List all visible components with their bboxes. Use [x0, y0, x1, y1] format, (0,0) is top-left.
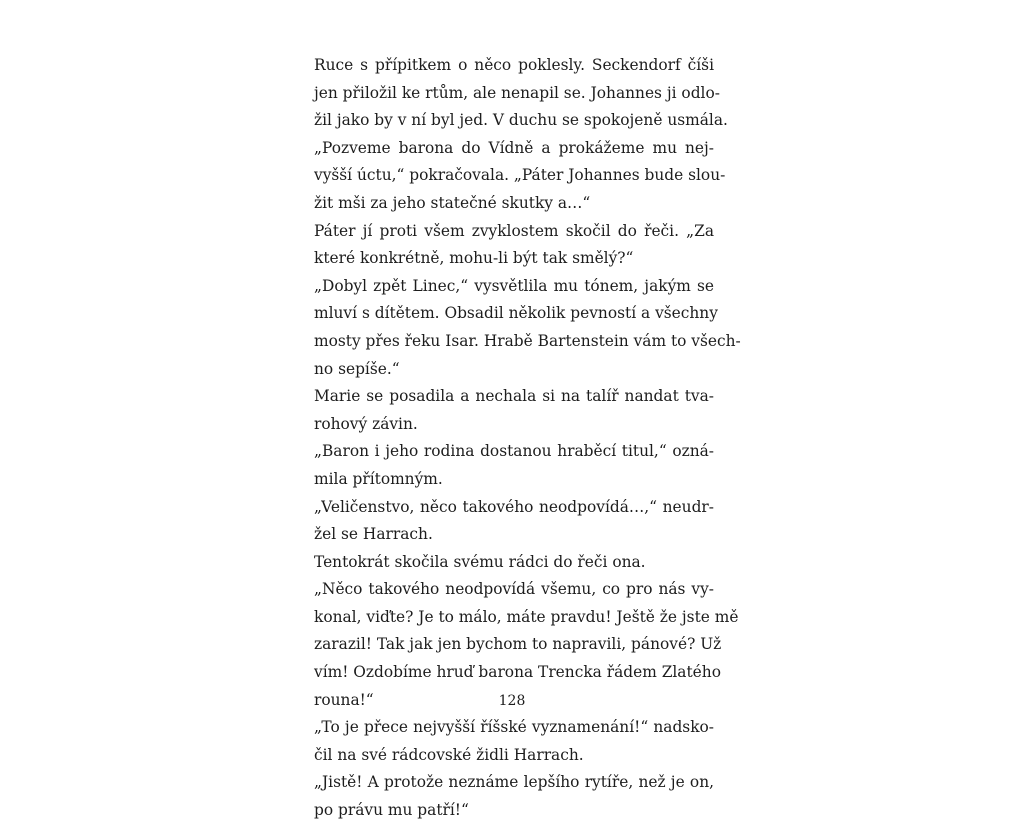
paragraph	[314, 714, 714, 769]
text-line: zarazil! Tak jak jen bychom to napravili, pánové? Už	[314, 635, 722, 654]
text-line: Marie se posadila a nechala si na talíř nandat tva-	[314, 387, 714, 406]
text-line: žit mši za jeho statečné skutky a…“	[314, 193, 591, 212]
paragraph	[314, 549, 714, 577]
text-line: které konkrétně, mohu-li být tak smělý?“	[314, 249, 634, 268]
text-line: „Baron i jeho rodina dostanou hraběcí titul,“ ozná-	[314, 442, 714, 461]
paragraph	[314, 218, 714, 273]
page-number: 128	[498, 693, 526, 709]
text-line: žel se Harrach.	[314, 525, 433, 544]
text-line: vyšší úctu,“ pokračovala. „Páter Johannes bude slou-	[314, 166, 726, 185]
text-line: Páter jí proti všem zvyklostem skočil do řeči. „Za	[314, 221, 714, 240]
text-line: „Něco takového neodpovídá všemu, co pro nás vy-	[314, 580, 714, 599]
text-line: „Veličenstvo, něco takového neodpovídá…,“ neudr-	[314, 497, 714, 516]
text-line: Tentokrát skočila svému rádci do řeči ona.	[314, 552, 646, 571]
text-line: „Jistě! A protože neznáme lepšího rytíře, než je on,	[314, 773, 714, 792]
paragraph	[314, 273, 741, 383]
text-line: „Pozveme barona do Vídně a prokážeme mu nej-	[314, 138, 714, 157]
text-line: rohový závin.	[314, 414, 418, 433]
paragraph	[314, 52, 728, 135]
text-line: mila přítomným.	[314, 469, 443, 488]
text-line: po právu mu patří!“	[314, 801, 469, 820]
text-line: žil jako by v ní byl jed. V duchu se spokojeně usmála.	[314, 111, 728, 130]
text-line: no sepíše.“	[314, 359, 400, 378]
text-line: jen přiložil ke rtům, ale nenapil se. Johannes ji odlo-	[314, 83, 720, 102]
paragraph	[314, 135, 726, 218]
paragraph	[314, 438, 714, 493]
text-line: čil na své rádcovské židli Harrach.	[314, 745, 584, 764]
paragraph	[314, 494, 714, 549]
text-line: konal, viďte? Je to málo, máte pravdu! Ještě že jste mě	[314, 607, 739, 626]
text-line: mosty přes řeku Isar. Hrabě Bartenstein vám to všech-	[314, 331, 741, 350]
text-line: rouna!“	[314, 690, 374, 709]
text-line: vím! Ozdobíme hruď barona Trencka řádem Zlatého	[314, 663, 721, 682]
text-line: „To je přece nejvyšší říšské vyznamenání!“ nadsko-	[314, 718, 714, 737]
text-line: „Dobyl zpět Linec,“ vysvětlila mu tónem, jakým se	[314, 276, 714, 295]
text-line: Ruce s přípitkem o něco poklesly. Seckendorf číši	[314, 56, 714, 74]
paragraph	[314, 769, 714, 824]
paragraph	[314, 383, 714, 438]
text-line: mluví s dítětem. Obsadil několik pevností a všechny	[314, 304, 718, 323]
